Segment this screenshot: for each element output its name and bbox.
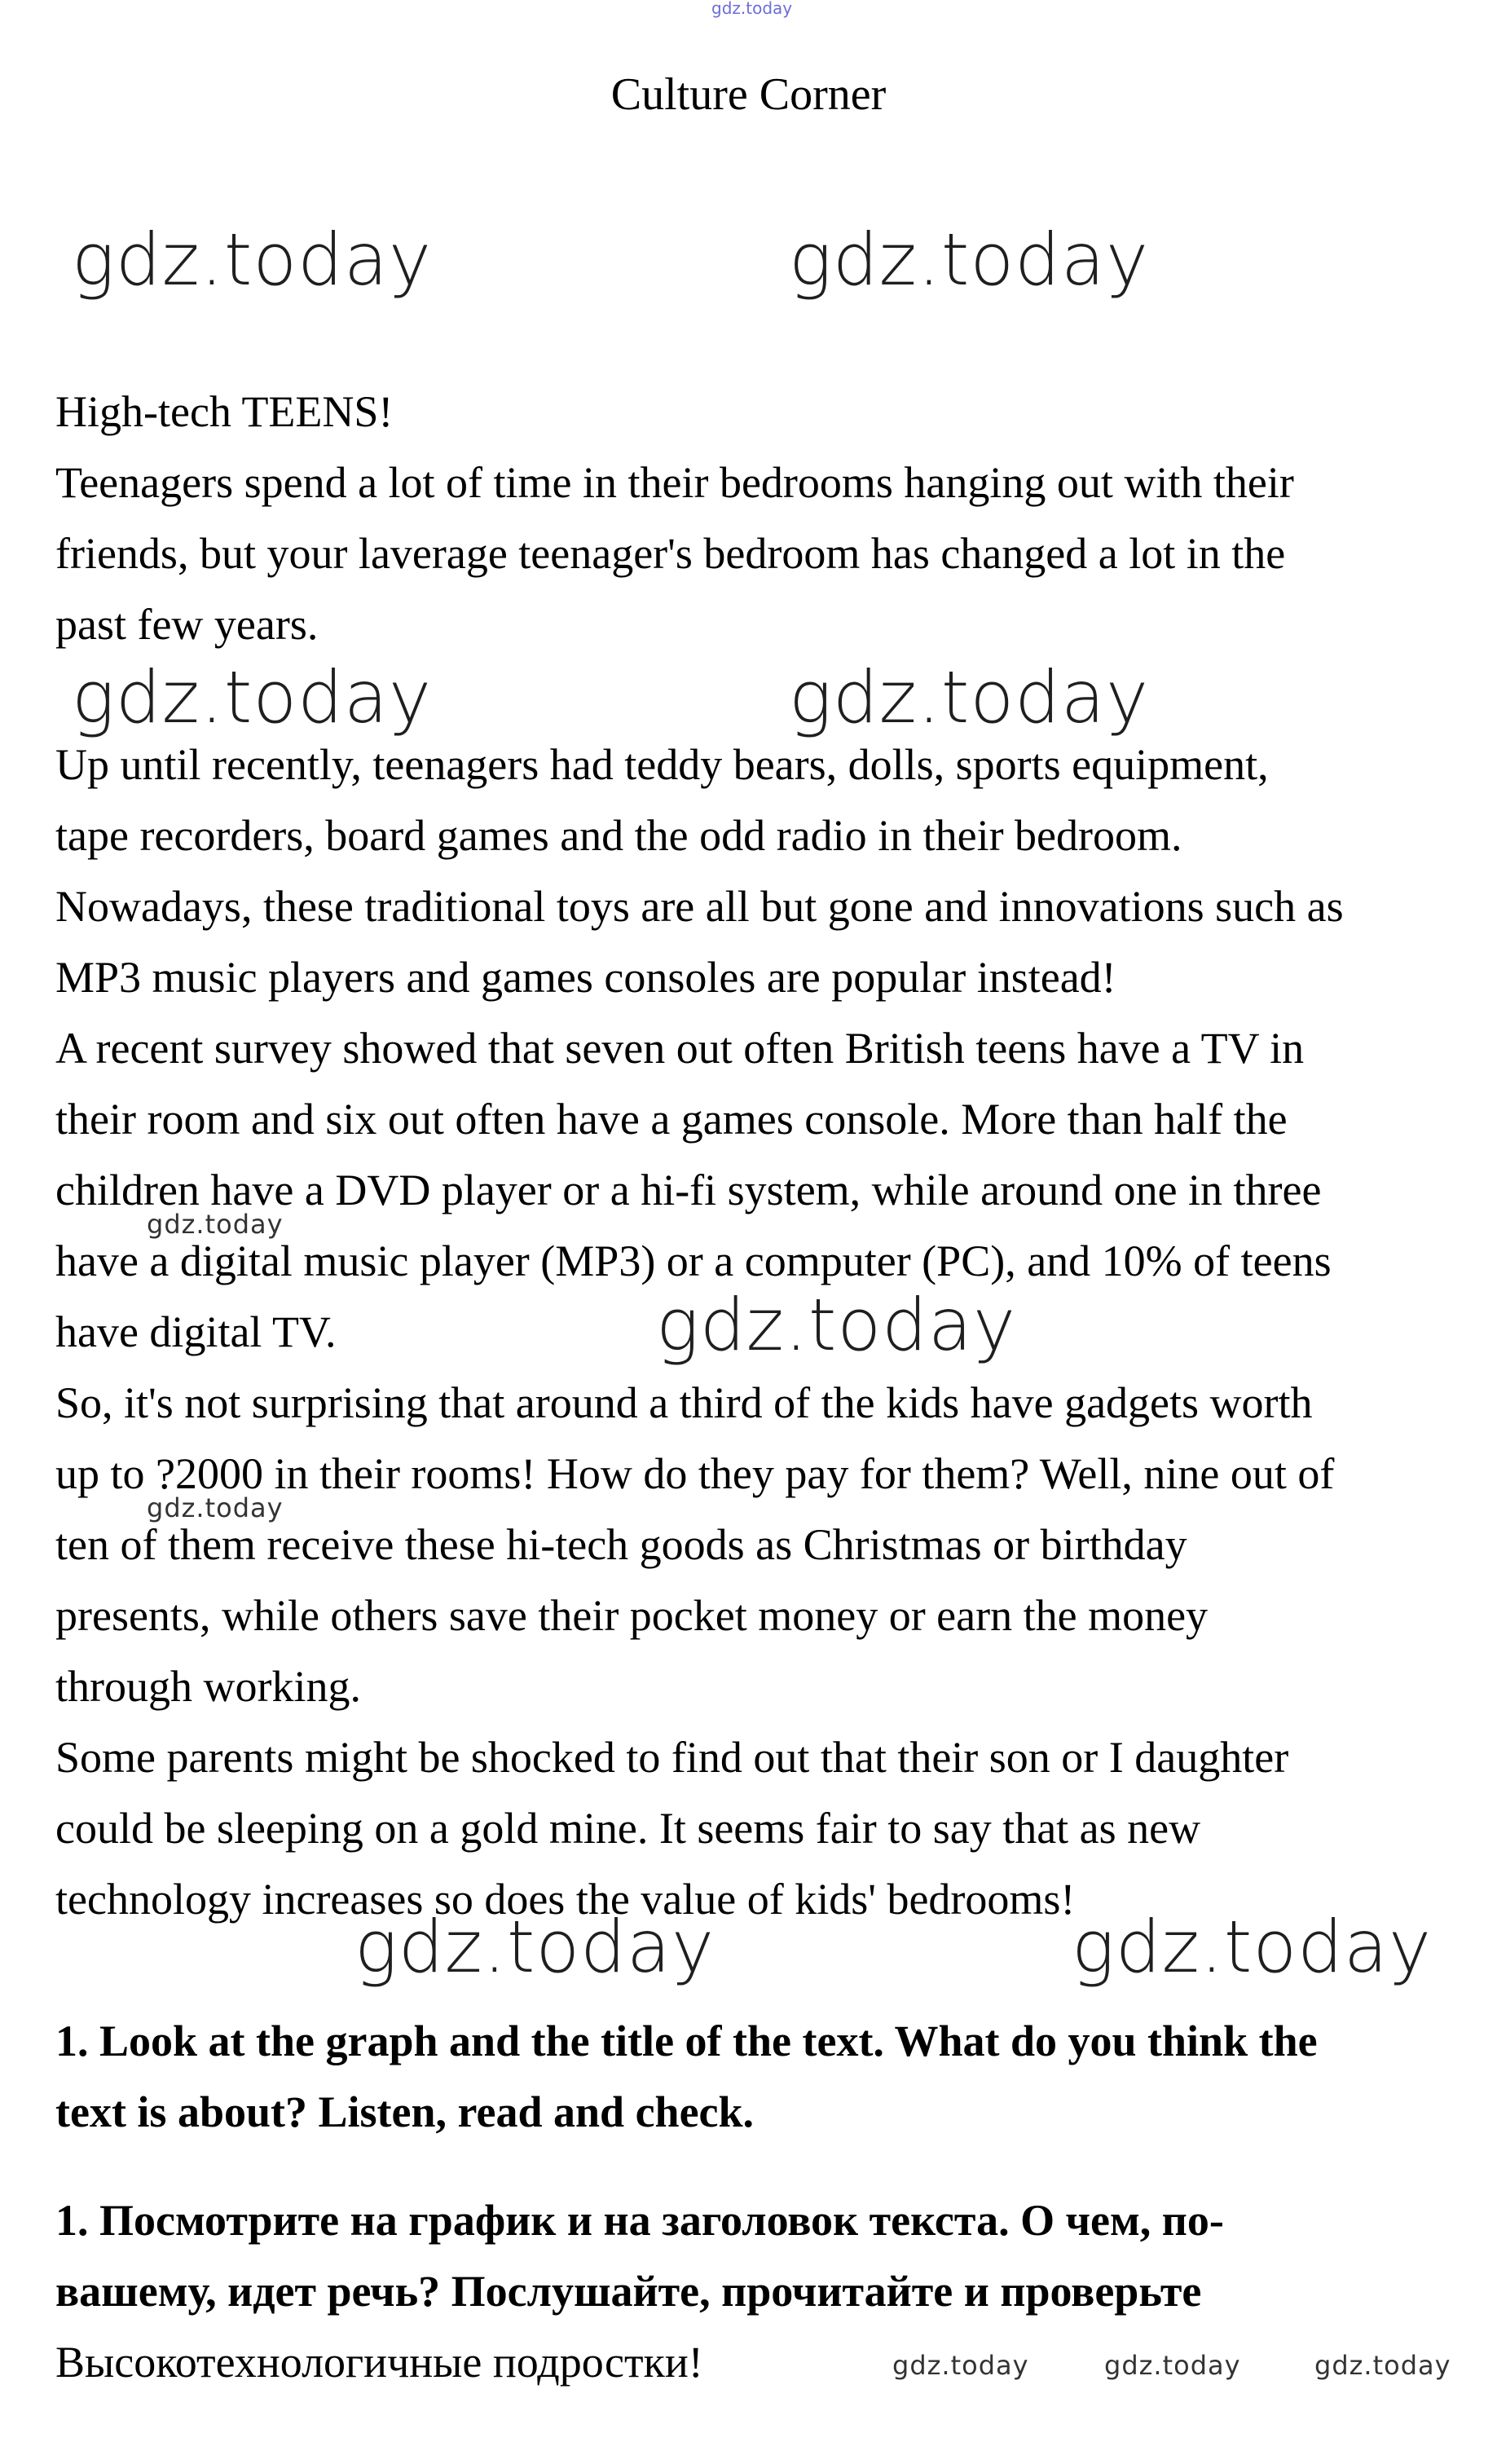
article-line: friends, but your laverage teenager's bedroom has changed a lot in the xyxy=(55,529,1286,578)
article-line: have digital TV. xyxy=(55,1307,337,1356)
watermark-small: gdz.today xyxy=(147,1492,284,1523)
task-russian xyxy=(55,2185,1457,2327)
watermark-top: gdz.today xyxy=(711,0,793,18)
article-line: MP3 music players and games consoles are popular instead! xyxy=(55,953,1116,1002)
article-line: ten of them receive these hi-tech goods as Christmas or birthday xyxy=(55,1520,1187,1569)
watermark-large: gdz.today xyxy=(72,218,433,302)
watermark-small: gdz.today xyxy=(1314,2350,1451,2381)
article-block-1 xyxy=(55,377,1457,660)
article-line: through working. xyxy=(55,1662,361,1711)
article-line: Teenagers spend a lot of time in their bedrooms hanging out with their xyxy=(55,458,1294,507)
article-line: A recent survey showed that seven out often British teens have a TV in xyxy=(55,1024,1305,1073)
article-line: So, it's not surprising that around a third of the kids have gadgets worth xyxy=(55,1378,1313,1427)
russian-title-line: Высокотехнологичные подростки! xyxy=(55,2338,703,2387)
task-line: text is about? Listen, read and check. xyxy=(55,2087,755,2136)
article-line: Nowadays, these traditional toys are all but gone and innovations such as xyxy=(55,882,1344,931)
watermark-small: gdz.today xyxy=(147,1209,284,1240)
task-line: 1. Look at the graph and the title of the text. What do you think the xyxy=(55,2017,1318,2065)
article-line: could be sleeping on a gold mine. It seems fair to say that as new xyxy=(55,1804,1201,1853)
article-line: technology increases so does the value of kids' bedrooms! xyxy=(55,1875,1076,1924)
article-line: past few years. xyxy=(55,600,319,649)
watermark-small: gdz.today xyxy=(1104,2350,1241,2381)
watermark-large: gdz.today xyxy=(656,1283,1017,1367)
article-line: Some parents might be shocked to find out that their son or I daughter xyxy=(55,1733,1289,1782)
article-line: up to ?2000 in their rooms! How do they pay for them? Well, nine out of xyxy=(55,1449,1335,1498)
article-line: have a digital music player (MP3) or a computer (PC), and 10% of teens xyxy=(55,1236,1332,1285)
article-line: presents, while others save their pocket money or earn the money xyxy=(55,1591,1209,1640)
article-line: children have a DVD player or a hi-fi system, while around one in three xyxy=(55,1166,1322,1214)
watermark-large: gdz.today xyxy=(789,218,1150,302)
article-heading: High-tech TEENS! xyxy=(55,387,394,436)
watermark-large: gdz.today xyxy=(789,655,1150,739)
task-english xyxy=(55,2006,1457,2148)
russian-title xyxy=(55,2327,1457,2398)
article-line: their room and six out often have a games console. More than half the xyxy=(55,1095,1288,1144)
article-line: Up until recently, teenagers had teddy bears, dolls, sports equipment, xyxy=(55,740,1269,789)
article-line: tape recorders, board games and the odd radio in their bedroom. xyxy=(55,811,1182,860)
watermark-large: gdz.today xyxy=(1072,1905,1433,1989)
page-title: Culture Corner xyxy=(610,69,887,120)
task-line: вашему, идет речь? Послушайте, прочитайте и проверьте xyxy=(55,2267,1202,2316)
watermark-large: gdz.today xyxy=(354,1905,715,1989)
watermark-small: gdz.today xyxy=(892,2350,1029,2381)
watermark-large: gdz.today xyxy=(72,655,433,739)
task-line: 1. Посмотрите на график и на заголовок текста. О чем, по- xyxy=(55,2196,1224,2245)
